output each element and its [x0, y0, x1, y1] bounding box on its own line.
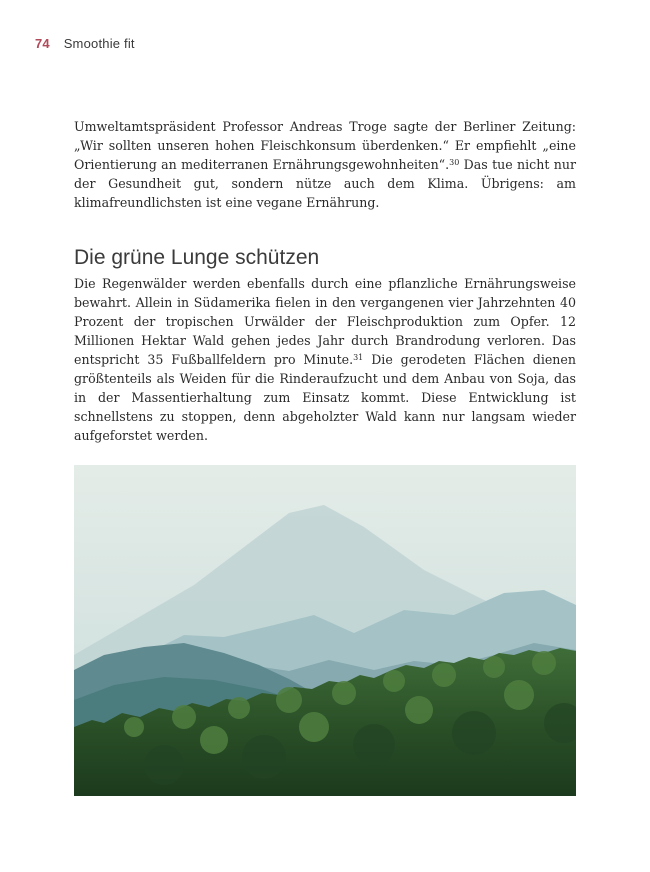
- paragraph-text-continued: Die gerodeten Flächen dienen größtenteils als Weiden für die Rinderaufzucht und dem Anbau von Soja, das in der Massentierhaltung zum Einsatz kommt. Diese Entwicklung ist schnellstens zu stoppen, denn abgeholzter Wald kann nur langsam wieder aufgeforstet werden.: [74, 352, 576, 443]
- section-heading: Die grüne Lunge schützen: [74, 246, 320, 269]
- footnote-marker: 30: [449, 158, 460, 167]
- page-number: 74: [35, 36, 50, 51]
- running-header: [35, 36, 135, 51]
- paragraph-text: Umweltamtspräsident Professor Andreas Troge sagte der Berliner Zeitung: „Wir sollten unseren hohen Fleischkonsum überdenken.“ Er empfiehlt „eine Orientierung an mediterranen Ernährungsgewohnheiten“.: [74, 119, 576, 172]
- paragraph-troge-quote: [74, 117, 576, 212]
- footnote-marker: 31: [353, 353, 364, 362]
- paragraph-rainforest: [74, 274, 576, 445]
- paragraph-text: Die Regenwälder werden ebenfalls durch eine pflanzliche Ernährungsweise bewahrt. Allein in Südamerika fielen in den vergangenen vier Jahrzehnten 40 Prozent der tropischen Urwälder der Fleischproduktion zum Opfer. 12 Millionen Hektar Wald gehen jedes Jahr durch Brandrodung verloren. Das entspricht 35 Fußballfeldern pro Minute.: [74, 276, 576, 367]
- misty-mountain-forest-photo: [74, 465, 576, 796]
- book-title: Smoothie fit: [63, 36, 135, 51]
- paragraph-text-continued: Das tue nicht nur der Gesundheit gut, sondern nütze auch dem Klima. Übrigens: am klimafreundlichsten ist eine vegane Ernährung.: [74, 157, 576, 210]
